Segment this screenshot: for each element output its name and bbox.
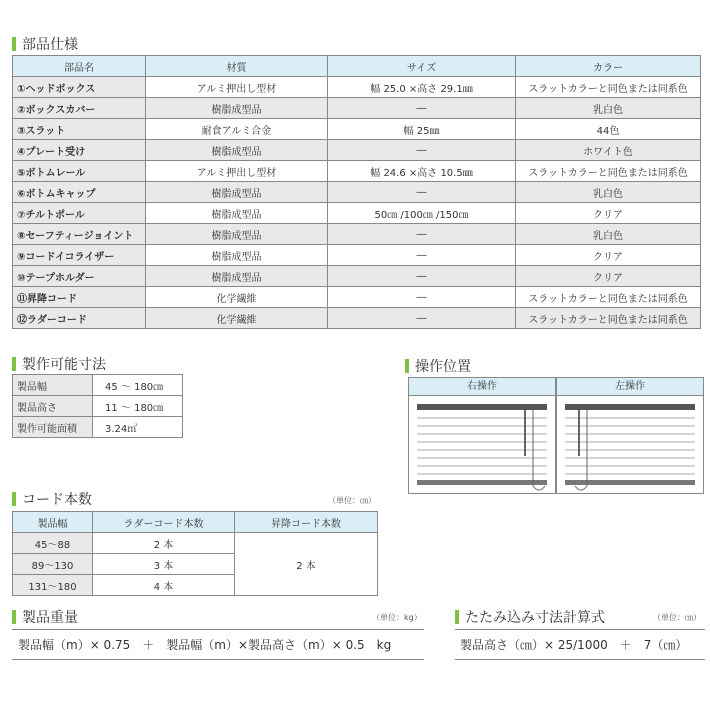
spec-row [13,287,701,308]
spec-row [13,224,701,245]
cord-header-row [13,512,378,533]
green-bar-icon [12,610,16,624]
cord-width: 131～180 [13,575,93,596]
part-name: ④プレート受け [13,140,146,161]
size-label: 製作可能面積 [13,417,93,438]
spec-cell: クリア [516,203,701,224]
right-operation-figure [408,377,556,494]
size-section-title [12,354,106,374]
green-bar-icon [12,37,16,51]
weight-formula: 製品幅（m）× 0.75 ＋ 製品幅（m）×製品高さ（m）× 0.5 kg [18,638,392,652]
left-operation-figure [556,377,704,494]
cord-width: 45～88 [13,533,93,554]
cord-section-title [12,489,92,509]
fold-formula: 製品高さ（㎝）× 25/1000 ＋ 7（㎝） [460,638,688,652]
part-name: ⑪昇降コード [13,287,146,308]
part-name: ②ボックスカバー [13,98,146,119]
spec-cell: 化学繊維 [146,308,328,329]
weight-divider [12,629,424,630]
part-name: ⑦チルトポール [13,203,146,224]
spec-cell: アルミ押出し型材 [146,161,328,182]
spec-header-cell: 材質 [146,56,328,77]
weight-unit: （単位：kg） [372,613,422,622]
green-bar-icon [455,610,459,624]
spec-row [13,308,701,329]
spec-cell: 乳白色 [516,182,701,203]
fold-unit: （単位：㎝） [653,613,701,622]
spec-row [13,203,701,224]
spec-cell: スラットカラーと同色または同系色 [516,308,701,329]
spec-cell: 耐食アルミ合金 [146,119,328,140]
fold-divider [455,629,705,630]
part-name: ⑫ラダーコード [13,308,146,329]
spec-row [13,119,701,140]
right-operation-label: 右操作 [409,378,555,396]
ladder-cord-count: 4 本 [93,575,235,596]
spec-cell: スラットカラーと同色または同系色 [516,287,701,308]
spec-row [13,98,701,119]
green-bar-icon [12,357,16,371]
size-row [13,396,183,417]
spec-cell: 44色 [516,119,701,140]
cord-table [12,511,378,596]
green-bar-icon [12,492,16,506]
spec-cell: 化学繊維 [146,287,328,308]
operation-title-text: 操作位置 [415,359,471,375]
spec-row [13,77,701,98]
green-bar-icon [405,359,409,373]
ladder-cord-count: 3 本 [93,554,235,575]
fold-section-title [455,607,605,627]
left-operation-label: 左操作 [557,378,703,396]
spec-cell: ホワイト色 [516,140,701,161]
cord-unit: （単位：㎝） [328,496,376,505]
spec-cell: 樹脂成型品 [146,224,328,245]
cord-header-cell: 昇降コード本数 [235,512,378,533]
size-label: 製品高さ [13,396,93,417]
spec-cell: 樹脂成型品 [146,203,328,224]
fold-divider-bottom [455,659,705,660]
part-name: ⑧セーフティージョイント [13,224,146,245]
spec-title-text: 部品仕様 [22,37,78,53]
size-value: 3.24㎡ [93,417,183,438]
size-row [13,417,183,438]
spec-cell: 樹脂成型品 [146,245,328,266]
spec-cell: 50㎝ /100㎝ /150㎝ [328,203,516,224]
spec-cell: 樹脂成型品 [146,140,328,161]
spec-header-cell: サイズ [328,56,516,77]
spec-cell: 樹脂成型品 [146,182,328,203]
spec-section-title [12,34,78,54]
spec-cell: ― [328,308,516,329]
blind-left-operation-icon [557,396,703,493]
size-label: 製品幅 [13,375,93,396]
size-title-text: 製作可能寸法 [22,357,106,373]
spec-cell: クリア [516,266,701,287]
spec-row [13,140,701,161]
size-table [12,374,183,438]
weight-title-text: 製品重量 [22,610,78,626]
spec-cell: 樹脂成型品 [146,266,328,287]
spec-cell: 樹脂成型品 [146,98,328,119]
spec-cell: スラットカラーと同色または同系色 [516,161,701,182]
spec-header-cell: 部品名 [13,56,146,77]
spec-cell: ― [328,224,516,245]
spec-cell: 乳白色 [516,98,701,119]
part-name: ⑤ボトムレール [13,161,146,182]
weight-divider-bottom [12,659,424,660]
spec-cell: 乳白色 [516,224,701,245]
spec-cell: ― [328,266,516,287]
fold-title-text: たたみ込み寸法計算式 [465,610,605,626]
spec-cell: 幅 25㎜ [328,119,516,140]
spec-cell: スラットカラーと同色または同系色 [516,77,701,98]
spec-cell: ― [328,98,516,119]
part-name: ③スラット [13,119,146,140]
operation-section-title [405,356,471,376]
spec-cell: ― [328,245,516,266]
spec-row [13,266,701,287]
spec-cell: ― [328,140,516,161]
spec-cell: 幅 25.0 ×高さ 29.1㎜ [328,77,516,98]
spec-cell: ― [328,287,516,308]
size-value: 45 ～ 180㎝ [93,375,183,396]
size-row [13,375,183,396]
spec-row [13,161,701,182]
part-name: ①ヘッドボックス [13,77,146,98]
cord-header-cell: ラダーコード本数 [93,512,235,533]
size-value: 11 ～ 180㎝ [93,396,183,417]
part-name: ⑥ボトムキャップ [13,182,146,203]
spec-cell: クリア [516,245,701,266]
part-name: ⑨コードイコライザー [13,245,146,266]
cord-width: 89～130 [13,554,93,575]
spec-row [13,245,701,266]
weight-section-title [12,607,78,627]
spec-cell: アルミ押出し型材 [146,77,328,98]
blind-right-operation-icon [409,396,555,493]
spec-row [13,182,701,203]
spec-table [12,55,701,329]
spec-header-row [13,56,701,77]
spec-header-cell: カラー [516,56,701,77]
spec-cell: ― [328,182,516,203]
spec-cell: 幅 24.6 ×高さ 10.5㎜ [328,161,516,182]
cord-row [13,533,378,554]
cord-header-cell: 製品幅 [13,512,93,533]
part-name: ⑩テープホルダー [13,266,146,287]
cord-title-text: コード本数 [22,492,92,508]
ladder-cord-count: 2 本 [93,533,235,554]
lift-cord-count: 2 本 [235,533,378,596]
